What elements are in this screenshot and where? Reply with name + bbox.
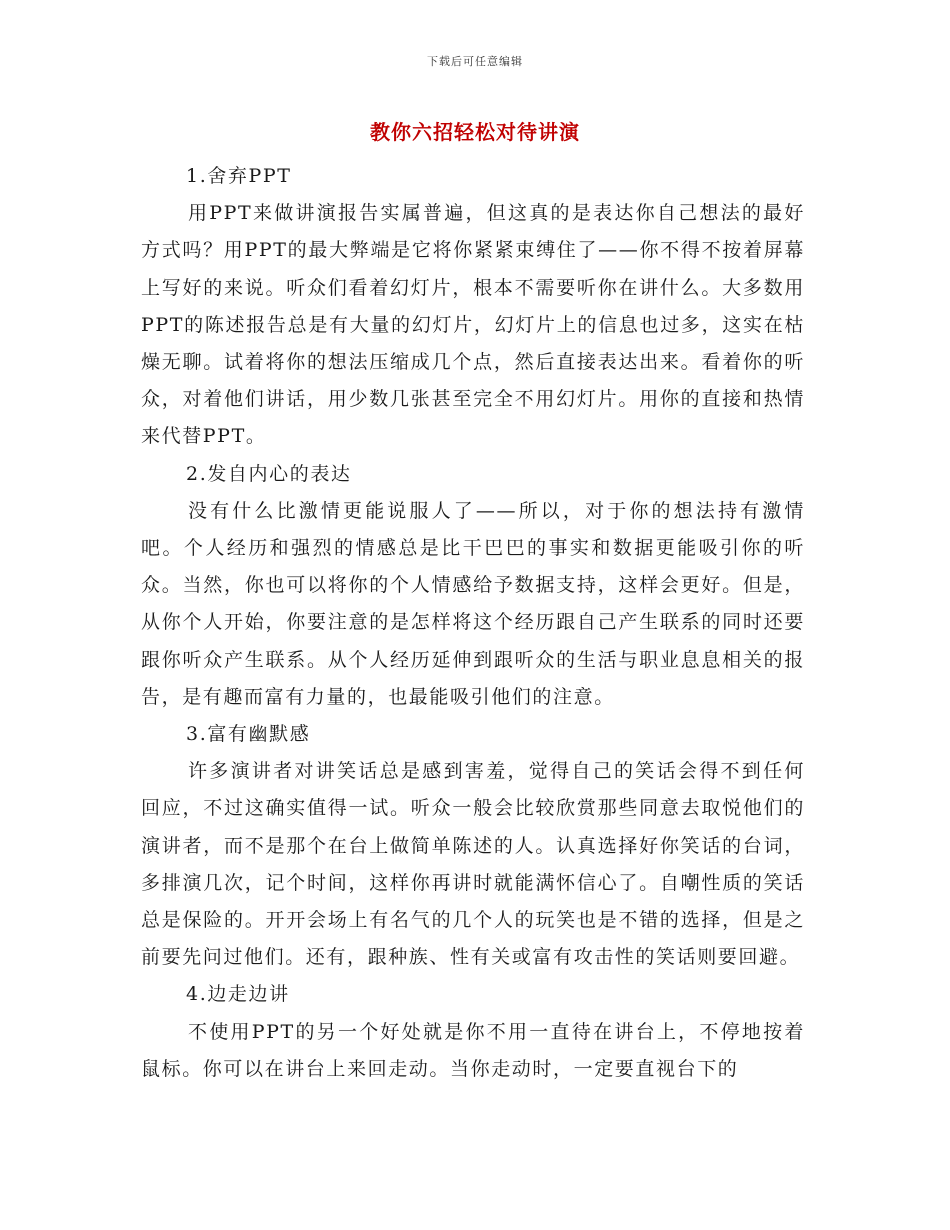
section-heading-2: 2.发自内心的表达 — [186, 462, 352, 485]
page-header-note: 下载后可任意编辑 — [427, 55, 523, 68]
section-heading-4: 4.边走边讲 — [186, 983, 290, 1006]
section-heading-3: 3.富有幽默感 — [186, 723, 311, 746]
section-paragraph-1: 用PPT来做讲演报告实属普遍，但这真的是表达你自己想法的最好方式吗？用PPT的最大弊端是它将你紧紧束缚住了——你不得不按着屏幕上写好的来说。听众们看着幻灯片，根本不需要听你在讲什么。大多数用PPT的陈述报告总是有大量的幻灯片，幻灯片上的信息也过多，这实在枯燥无聊。试着将你的想法压缩成几个点，然后直接表达出来。看着你的听众，对着他们讲话，用少数几张甚至完全不用幻灯片。用你的直接和热情来代替PPT。 — [141, 202, 805, 448]
document-body — [141, 158, 805, 1088]
section-paragraph-4: 不使用PPT的另一个好处就是你不用一直待在讲台上，不停地按着鼠标。你可以在讲台上来回走动。当你走动时，一定要直视台下的 — [141, 1020, 805, 1080]
section-paragraph-2: 没有什么比激情更能说服人了——所以，对于你的想法持有激情吧。个人经历和强烈的情感总是比干巴巴的事实和数据更能吸引你的听众。当然，你也可以将你的个人情感给予数据支持，这样会更好。但是，从你个人开始，你要注意的是怎样将这个经历跟自己产生联系的同时还要跟你听众产生联系。从个人经历延伸到跟听众的生活与职业息息相关的报告，是有趣而富有力量的，也最能吸引他们的注意。 — [141, 499, 805, 708]
document-title: 教你六招轻松对待讲演 — [370, 120, 580, 144]
section-heading-1: 1.舍弃PPT — [186, 165, 292, 187]
section-paragraph-3: 许多演讲者对讲笑话总是感到害羞，觉得自己的笑话会得不到任何回应，不过这确实值得一试。听众一般会比较欣赏那些同意去取悦他们的演讲者，而不是那个在台上做简单陈述的人。认真选择好你笑话的台词，多排演几次，记个时间，这样你再讲时就能满怀信心了。自嘲性质的笑话总是保险的。开开会场上有名气的几个人的玩笑也是不错的选择，但是之前要先问过他们。还有，跟种族、性有关或富有攻击性的笑话则要回避。 — [141, 760, 805, 969]
